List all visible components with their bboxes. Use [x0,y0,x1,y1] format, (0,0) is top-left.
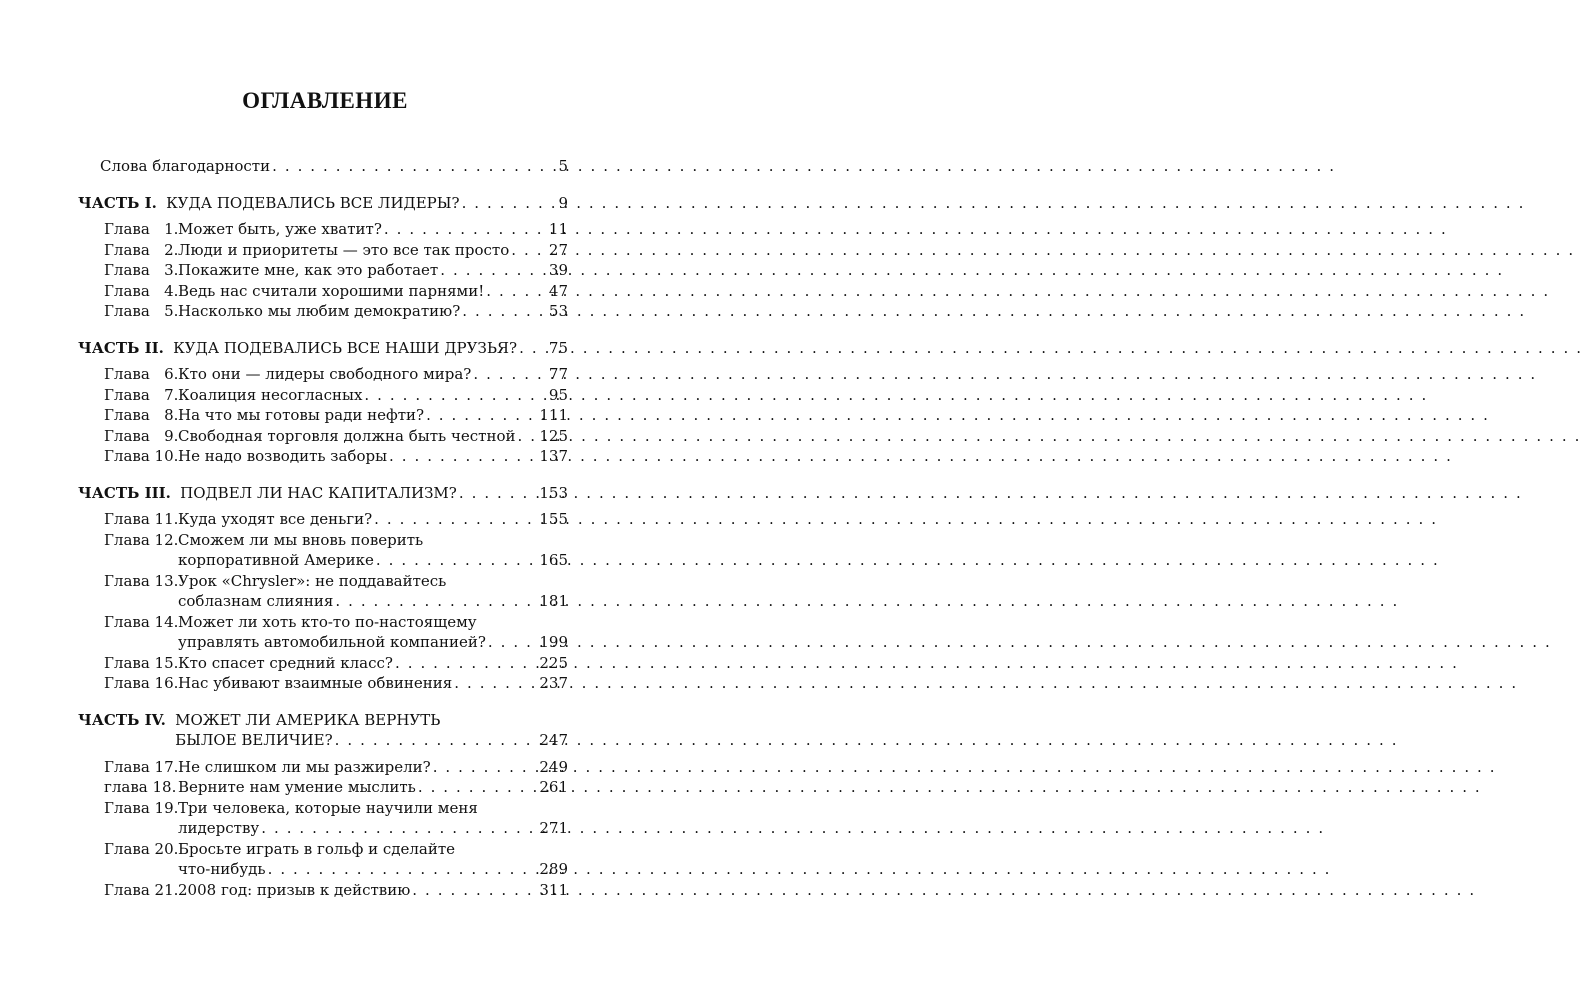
toc-entry-chap[interactable] [78,385,568,406]
toc-entry-title: 2008 год: призыв к действию [178,880,411,899]
toc-entry-chap[interactable] [78,219,568,240]
toc-entry-title: МОЖЕТ ЛИ АМЕРИКА ВЕРНУТЬ [175,710,441,729]
toc-entry-title: Кто они — лидеры свободного мира? [178,365,472,383]
book-page [0,0,650,1000]
dot-leader [376,550,537,571]
toc-entry-number: ЧАСТЬ II. [78,338,170,357]
dot-leader [454,673,537,694]
toc-page-number: 165 [539,551,568,569]
toc-entry-chap[interactable] [78,509,568,530]
toc-entry-line [178,405,568,426]
dot-leader [519,338,547,359]
toc-page-number: 261 [539,778,568,796]
toc-page-number: 199 [539,633,568,651]
toc-entry-line [178,364,568,385]
toc-page-number: 153 [539,483,568,502]
toc-page-number: 125 [539,426,568,445]
toc-entry-number: ЧАСТЬ IV. [78,710,172,729]
toc-entry-number: Глава 12. [104,530,179,549]
toc-entry-title: Ведь нас считали хорошими парнями! [178,281,485,300]
toc-entry-title: Насколько мы любим демократию? [178,302,461,320]
toc-entry-number: Глава 7. [104,385,179,404]
toc-entry-title: Не слишком ли мы разжирели? [178,757,431,776]
toc-entry-chap[interactable] [78,240,568,261]
toc-entry-body [178,798,568,839]
toc-entry-number: Глава 20. [104,839,179,858]
toc-entry-body [178,364,568,385]
toc-entry-title: Может быть, уже хватит? [178,220,382,238]
toc-page-number: 155 [539,510,568,528]
toc-entry-line [100,156,568,177]
toc-entry-number: Глава 3. [104,261,179,279]
toc-page-number: 137 [539,447,568,465]
toc-entry-body [178,426,568,447]
toc-entry-number: ЧАСТЬ I. [78,193,163,212]
toc-entry-body [178,839,568,880]
toc-page-number: 311 [539,880,568,899]
toc-entry-title: На что мы готовы ради нефти? [178,406,425,424]
toc-entry-title: лидерству [178,819,260,837]
toc-entry-title: КУДА ПОДЕВАЛИСЬ ВСЕ ЛИДЕРЫ? [166,193,460,212]
toc-entry-number: Глава 5. [104,302,179,320]
toc-entry-line [178,281,568,302]
toc-entry-line [178,446,568,467]
toc-entry-body [178,880,568,901]
toc-entry-number: Глава 4. [104,281,179,300]
toc-entry-title: Свободная торговля должна быть честной [178,426,516,445]
dot-leader [433,757,538,778]
toc-entry-title: КУДА ПОДЕВАЛИСЬ ВСЕ НАШИ ДРУЗЬЯ? [173,338,518,357]
dot-leader [473,364,547,385]
toc-entry-body [180,483,568,504]
toc-entry-number: ЧАСТЬ III. [78,483,177,502]
toc-entry-body [178,301,568,322]
dot-leader [412,880,537,901]
toc-entry-line [178,530,568,551]
toc-page-number: 39 [548,261,568,279]
toc-entry-title: Слова благодарности [100,157,271,175]
toc-entry-body [178,757,568,778]
toc-entry-body [178,281,568,302]
toc-entry-part[interactable] [78,338,568,359]
toc-entry-body [178,219,568,240]
toc-entry-number: Глава 9. [104,426,179,445]
toc-entry-line [178,301,568,322]
toc-page-number: 111 [539,406,568,424]
toc-entry-title: Кто спасет средний класс? [178,653,393,672]
toc-page-number: 181 [539,592,568,610]
toc-entry-chap[interactable] [78,880,568,901]
toc-entry-number: глава 18. [104,778,177,796]
toc-page-number: 11 [548,220,568,238]
toc-entry-ack[interactable] [78,156,568,177]
toc-page-number: 9 [558,193,568,212]
toc-entry-line [178,385,568,406]
toc-entry-line [178,571,568,592]
dot-leader [389,446,537,467]
toc-entry-body [178,777,568,798]
toc-entry-line [178,880,568,901]
toc-entry-chap[interactable] [78,839,568,880]
toc-page-number: 247 [539,731,568,749]
toc-entry-number: Глава 13. [104,571,179,590]
toc-entry-chap[interactable] [78,777,568,798]
toc-page-number: 5 [558,157,568,175]
toc-entry-chap[interactable] [78,426,568,447]
dot-leader [272,156,556,177]
toc-entry-number: Глава 17. [104,757,179,776]
toc-entry-chap[interactable] [78,757,568,778]
toc-entry-line [178,653,568,674]
toc-entry-part[interactable] [78,710,568,751]
toc-entry-chap[interactable] [78,530,568,571]
toc-entry-line [173,338,568,359]
toc-entry-body [178,385,568,406]
toc-entry-line [178,426,568,447]
toc-entry-body [178,612,568,653]
toc-entry-part[interactable] [78,483,568,504]
toc-entry-line [178,612,568,633]
toc-entry-body [178,446,568,467]
dot-leader [462,301,547,322]
toc-entry-line [178,859,568,880]
toc-entry-line [178,757,568,778]
toc-entry-body [178,509,568,530]
toc-entry-part[interactable] [78,193,568,214]
toc-page-number: 53 [548,302,568,320]
toc-entry-line [178,509,568,530]
toc-entry-chap[interactable] [78,798,568,839]
toc-entry-chap[interactable] [78,260,568,281]
toc-entry-title: Верните нам умение мыслить [178,778,416,796]
toc-entry-line [178,818,568,839]
toc-entry-chap[interactable] [78,301,568,322]
toc-entry-number: Глава 15. [104,653,179,672]
dot-leader [364,385,546,406]
toc-entry-body [178,405,568,426]
toc-entry-line [178,591,568,612]
toc-entry-number: Глава 2. [104,240,179,259]
toc-page-number: 271 [539,819,568,837]
toc-entry-title: Куда уходят все деньги? [178,510,373,528]
toc-entry-title: Люди и приоритеты — это все так просто [178,240,510,259]
dot-leader [462,193,557,214]
dot-leader [395,653,537,674]
toc-entry-number: Глава 16. [104,674,179,692]
toc-entry-chap[interactable] [78,653,568,674]
toc-entry-line [175,710,568,731]
toc-entry-number: Глава 14. [104,612,179,631]
toc-entry-number: Глава 21. [104,880,179,899]
toc-entry-body [178,571,568,612]
toc-entry-line [178,673,568,694]
dot-leader [384,219,547,240]
toc-entry-line [180,483,568,504]
dot-leader [511,240,547,261]
toc-entry-title: Нас убивают взаимные обвинения [178,674,453,692]
dot-leader [418,777,538,798]
toc-entry-title: что-нибудь [178,860,266,878]
toc-entry-line [178,798,568,819]
toc-entry-chap[interactable] [78,673,568,694]
dot-leader [268,859,538,880]
toc-entry-title: Три человека, которые научили меня [178,798,478,817]
dot-leader [486,281,547,302]
toc-entry-line [178,260,568,281]
toc-entry-body [175,710,568,751]
toc-entry-chap[interactable] [78,571,568,612]
toc-entry-title: корпоративной Америке [178,551,374,569]
toc-entry-line [178,550,568,571]
dot-leader [426,405,537,426]
toc-entry-line [166,193,568,214]
dot-leader [335,591,537,612]
toc-page-number: 289 [539,860,568,878]
toc-page-number: 27 [548,240,568,259]
toc-entry-line [178,219,568,240]
page-title: ОГЛАВЛЕНИЕ [242,88,408,113]
toc-entry-title: Бросьте играть в гольф и сделайте [178,839,456,858]
toc-entry-line [178,240,568,261]
toc-page-number: 75 [548,338,568,357]
toc-entry-number: Глава 11. [104,510,179,528]
toc-page-number: 95 [548,385,568,404]
toc-entry-body [173,338,568,359]
toc-entry-body [100,156,568,177]
toc-entry-title: управлять автомобильной компанией? [178,633,486,651]
toc-entry-title: соблазнам слияния [178,592,334,610]
toc-entry-title: Сможем ли мы вновь поверить [178,530,424,549]
toc-entry-line [178,839,568,860]
toc-page-number: 249 [539,757,568,776]
toc-entry-number: Глава 19. [104,798,179,817]
toc-entry-title: Покажите мне, как это работает [178,261,439,279]
toc-entry-chap[interactable] [78,612,568,653]
toc-page-number: 237 [539,674,568,692]
toc-entry-body [166,193,568,214]
toc-entry-title: Может ли хоть кто-то по-настоящему [178,612,477,631]
toc-entry-body [178,240,568,261]
toc-entry-number: Глава 10. [104,447,179,465]
toc-entry-chap[interactable] [78,281,568,302]
toc-entry-line [178,777,568,798]
toc-entry-number: Глава 6. [104,365,179,383]
toc-entry-body [178,673,568,694]
toc-entry-title: Не надо возводить заборы [178,447,388,465]
dot-leader [335,730,538,751]
toc-entry-body [178,260,568,281]
toc-entry-title: Коалиция несогласных [178,385,363,404]
dot-leader [374,509,537,530]
toc-page-number: 47 [548,281,568,300]
toc-page-number: 77 [548,365,568,383]
toc-entry-number: Глава 1. [104,220,179,238]
toc-entry-title: БЫЛОЕ ВЕЛИЧИЕ? [175,731,333,749]
toc-entry-chap[interactable] [78,405,568,426]
dot-leader [459,483,538,504]
toc-entry-line [175,730,568,751]
dot-leader [261,818,537,839]
toc-entry-title: Урок «Chrysler»: не поддавайтесь [178,571,447,590]
toc-entry-number: Глава 8. [104,406,179,424]
toc-entry-chap[interactable] [78,364,568,385]
toc-entry-chap[interactable] [78,446,568,467]
toc-page-number: 225 [539,653,568,672]
toc-entry-title: ПОДВЕЛ ЛИ НАС КАПИТАЛИЗМ? [180,483,457,502]
toc-entry-body [178,530,568,571]
toc-entry-body [178,653,568,674]
table-of-contents [78,156,568,900]
dot-leader [488,632,537,653]
dot-leader [440,260,547,281]
dot-leader [517,426,537,447]
toc-entry-line [178,632,568,653]
